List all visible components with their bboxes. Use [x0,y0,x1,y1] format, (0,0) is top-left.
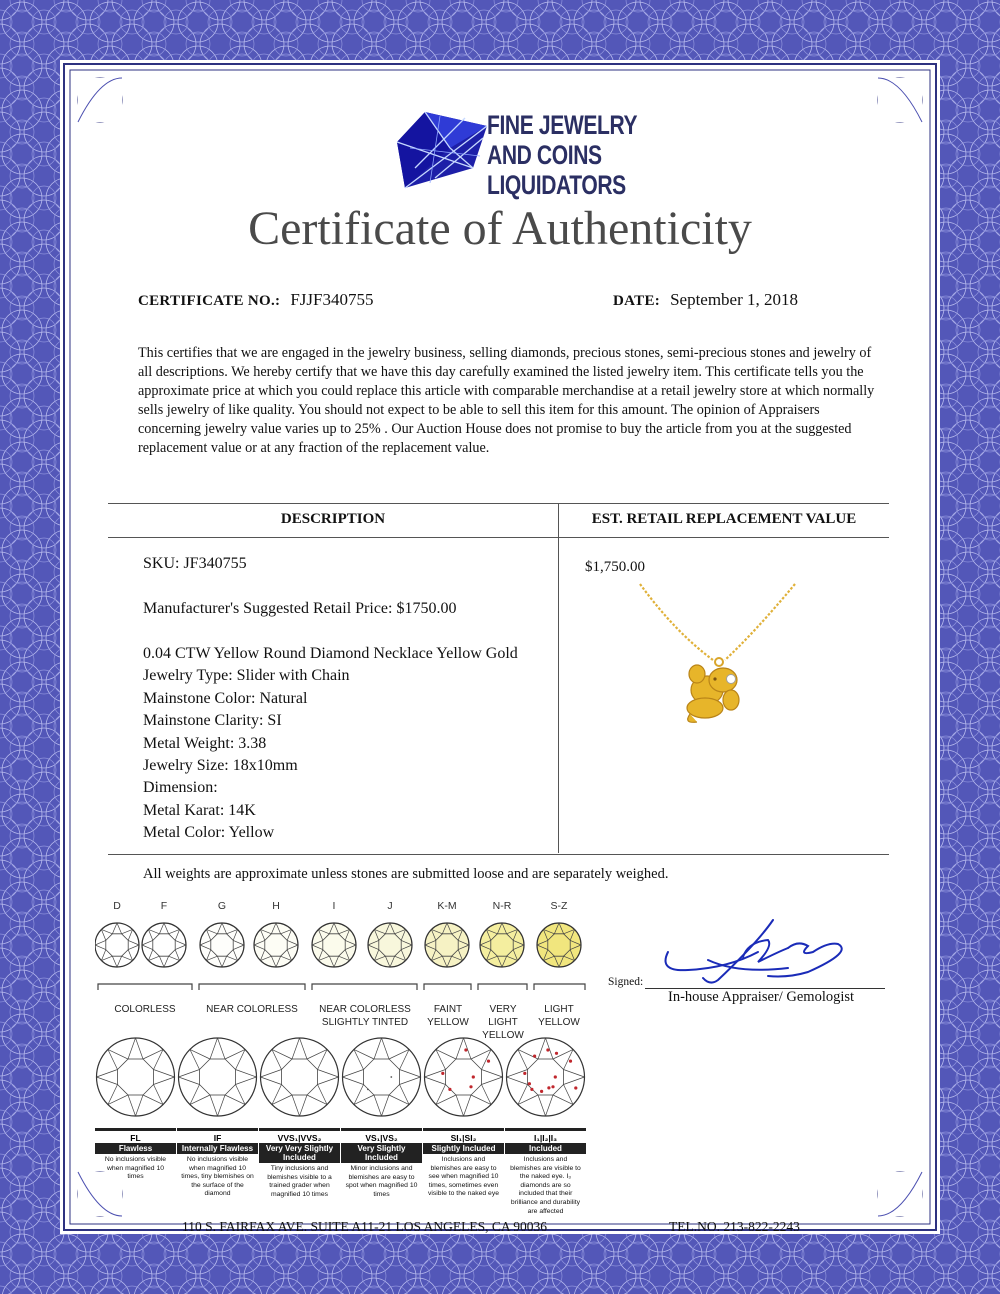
color-diamonds [95,920,595,980]
brand-line-1: FINE JEWELRY [487,110,638,140]
inclusion-dot [569,1060,572,1063]
sku-line: SKU: JF340755 [143,555,247,572]
inclusion-dot [551,1085,554,1088]
date-label: DATE: [613,293,661,309]
clarity-diamond [95,1035,176,1119]
inclusion-dot [469,1085,472,1088]
clarity-description: Inclusions and blemishes are visible to the naked eye. I₃ diamonds are so included that their brilliance and durability are affected [510,1156,581,1215]
color-grade-h: H [272,900,280,912]
color-diamond [254,923,298,967]
clarity-code: SI₁|SI₂ [423,1128,504,1143]
msrp-line: Manufacturer's Suggested Retail Price: $1750.00 [143,600,457,617]
mainstone-color-line: Mainstone Color: Natural [143,690,308,707]
color-diamond [425,923,469,967]
color-scale [95,900,595,1040]
necklace-image [635,582,805,732]
clarity-code: FL [95,1128,176,1143]
certificate-number: FJJF340755 [290,290,374,309]
clarity-grade [177,1035,258,1199]
inclusion-dot [554,1075,557,1078]
clarity-code: VS₁|VS₂ [341,1128,422,1143]
color-grade-f: F [160,900,168,912]
clarity-band: Slightly Included [423,1143,504,1154]
color-grade-g: G [217,900,227,912]
clarity-diamond [423,1035,504,1119]
color-diamond [537,923,581,967]
certification-statement: This certifies that we are engaged in the jewelry business, selling diamonds, precious stones, semi-precious stones and jewelry of all descriptions. We hereby certify that we have this day carefully examined the listed jewelry item. This certificate tells you the approximate price at which you could replace this article with comparable merchandise at a retail jewelry store at which normally sells jewelry of like quality. You should not expect to be able to sell this item for this amount. The opinion of Appraisers concerning jewelry value varies up to 25% . Our Auction House does not promise to buy the article from you at the suggested replacement value or at any fraction of the replacement value. [138,345,875,456]
dimension-line: Dimension: [143,779,218,796]
color-grade-d: D [113,900,121,912]
value-header: EST. RETAIL REPLACEMENT VALUE [591,511,857,527]
clarity-grade [505,1035,586,1216]
color-diamond [368,923,412,967]
metal-karat-line: Metal Karat: 14K [143,802,256,819]
inclusion-dot [528,1082,531,1085]
color-diamond [312,923,356,967]
near-colorless-tinted-line-1: NEAR COLORLESS [319,1004,411,1015]
clarity-band: Included [505,1143,586,1154]
footer-address: 110 S. FAIRFAX AVE. SUITE A11-21 LOS ANGELES, CA 90036 [182,1219,548,1234]
color-grade-k-m: K-M [437,900,457,912]
faint-line-2: YELLOW [427,1017,469,1028]
table-header-divider [108,537,889,538]
light-yellow-label [531,1003,587,1029]
colorless-label: COLORLESS [114,1004,176,1015]
clarity-band: Flawless [95,1143,176,1154]
metal-weight-line: Metal Weight: 3.38 [143,735,267,752]
clarity-description: Inclusions and blemishes are easy to see when magnified 10 times, sometimes even visible to the naked eye [427,1156,500,1198]
logo-gem-icon [395,108,490,198]
appraiser-role: In-house Appraiser/ Gemologist [668,989,855,1005]
signature-mark [648,912,863,987]
clarity-grade [259,1035,340,1199]
very-light-line-1: VERY LIGHT [488,1004,518,1028]
mainstone-clarity-line: Mainstone Clarity: SI [143,712,282,729]
clarity-code: I₁|I₂|I₃ [505,1128,586,1143]
color-diamond [142,923,186,967]
clarity-band: Very Slightly Included [341,1143,422,1163]
clarity-diamond [259,1035,340,1119]
faint-line-1: FAINT [433,1004,463,1015]
jewelry-size-line: Jewelry Size: 18x10mm [143,757,298,774]
date-row [613,290,798,310]
inclusion-dot [487,1060,490,1063]
signed-label: Signed: [608,976,644,988]
near-colorless-label: NEAR COLORLESS [206,1004,298,1015]
weights-note: All weights are approximate unless stones are submitted loose and are separately weighed. [143,866,669,882]
brand-line-2: AND COINS [487,140,602,170]
replacement-value: $1,750.00 [585,559,645,575]
clarity-grade [95,1035,176,1182]
inclusion-dot [367,1089,369,1091]
inclusion-dot [547,1086,550,1089]
faint-yellow-label [421,1003,475,1029]
jewelry-type-line: Jewelry Type: Slider with Chain [143,667,350,684]
light-line-2: YELLOW [538,1017,580,1028]
brand-logo-text [487,110,637,200]
clarity-description: Minor inclusions and blemishes are easy to spot when magnified 10 times [345,1165,418,1198]
near-colorless-tinted-line-2: SLIGHTLY TINTED [321,1017,409,1028]
color-grade-i: I [332,900,336,912]
clarity-diamond [505,1035,586,1119]
footer-phone: TEL.NO. 213-822-2243 [669,1219,800,1234]
page-title: Certificate of Authenticity [248,202,752,255]
color-grade-n-r: N-R [492,900,512,912]
clarity-grade [423,1035,504,1199]
brand-line-3: LIQUIDATORS [487,170,626,200]
inclusion-dot [533,1055,536,1058]
clarity-description: Tiny inclusions and blemishes visible to a trained grader when magnified 10 times [267,1165,332,1198]
clarity-description: No inclusions visible when magnified 10 times [104,1156,167,1181]
inclusion-dot [574,1086,577,1089]
clarity-diamond [341,1035,422,1119]
color-grade-s-z: S-Z [550,900,568,912]
clarity-description: No inclusions visible when magnified 10 times, tiny blemishes on the surface of the diamond [181,1156,254,1198]
inclusion-dot [546,1048,549,1051]
inclusion-dot [472,1075,475,1078]
inclusion-dot [523,1072,526,1075]
item-name-line: 0.04 CTW Yellow Round Diamond Necklace Yellow Gold [143,645,518,662]
color-diamond [480,923,524,967]
clarity-grade [341,1035,422,1199]
inclusion-dot [555,1052,558,1055]
near-colorless-tinted-label [309,1003,421,1029]
color-brackets [95,980,595,996]
clarity-band: Internally Flawless [177,1143,258,1154]
metal-color-line: Metal Color: Yellow [143,824,275,841]
clarity-band: Very Very Slightly Included [259,1143,340,1163]
clarity-scale [95,1035,595,1215]
certificate-date: September 1, 2018 [670,290,799,309]
certificate-number-row [138,290,373,310]
inclusion-dot [390,1076,392,1078]
clarity-code: IF [177,1128,258,1143]
description-header: DESCRIPTION [280,511,386,527]
color-diamond [200,923,244,967]
very-light-line-2: YELLOW [482,1030,524,1041]
color-diamond [95,923,139,967]
inclusion-dot [448,1088,451,1091]
certificate-number-label: CERTIFICATE NO.: [138,293,281,309]
color-grade-j: J [387,900,393,912]
light-line-1: LIGHT [544,1004,574,1015]
inclusion-dot [540,1090,543,1093]
inclusion-dot [441,1072,444,1075]
clarity-diamond [177,1035,258,1119]
table-column-divider [558,503,559,853]
clarity-code: VVS₁|VVS₂ [259,1128,340,1143]
inclusion-dot [464,1048,467,1051]
inclusion-dot [530,1088,533,1091]
